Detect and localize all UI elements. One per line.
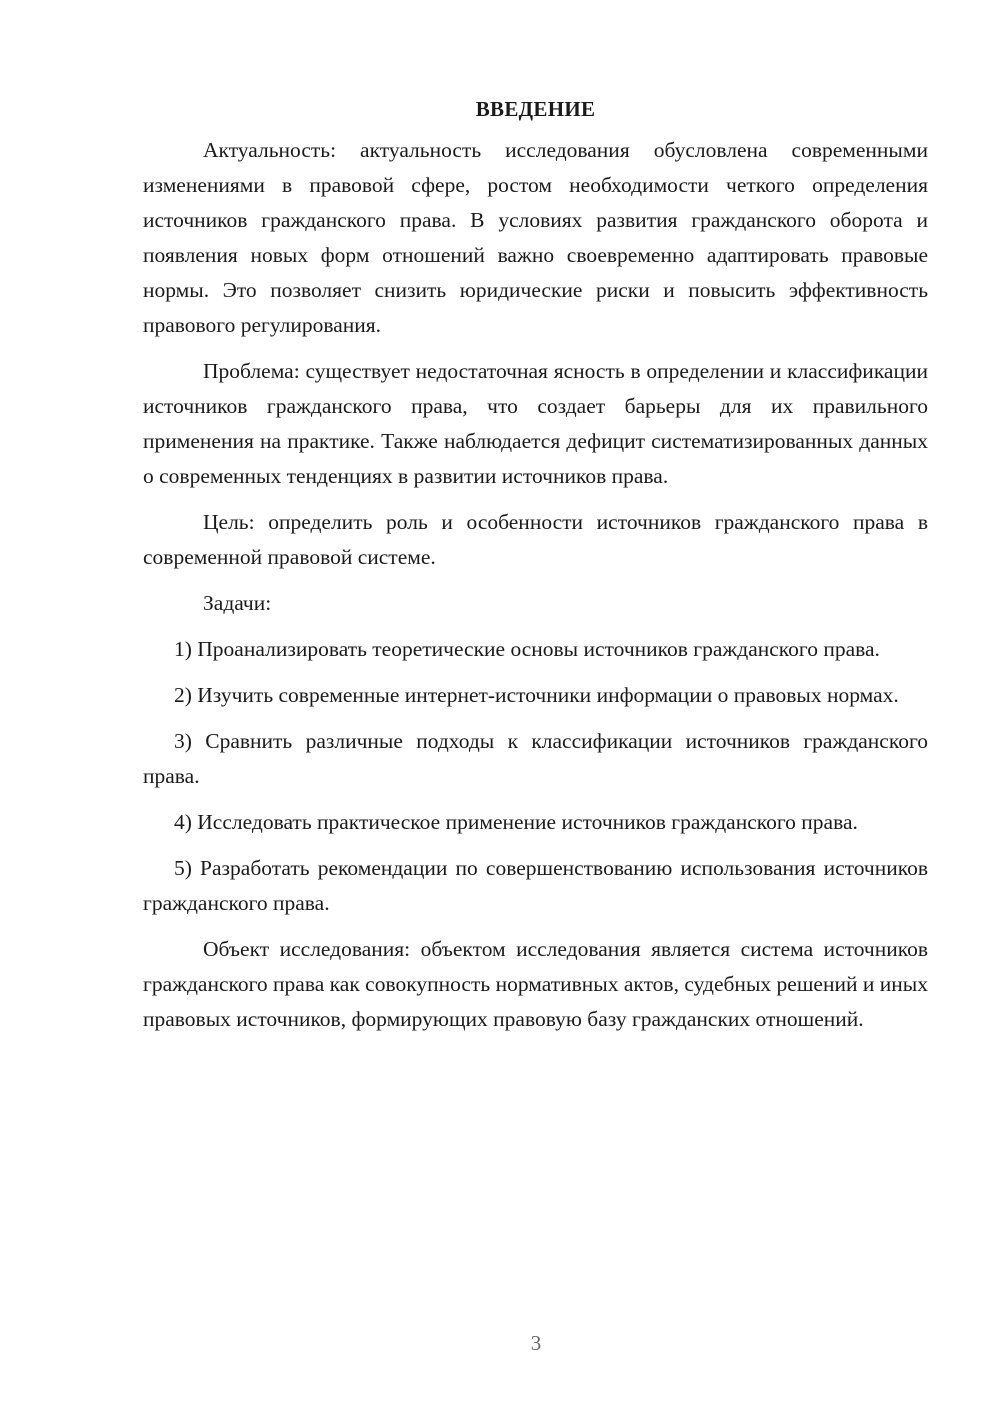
task-item-3: 3) Сравнить различные подходы к классификации источников гражданского права.: [143, 729, 928, 788]
section-heading: ВВЕДЕНИЕ: [475, 97, 596, 121]
tasks-label: Задачи:: [203, 591, 272, 615]
relevance-paragraph: Актуальность: актуальность исследования обусловлена современными изменениями в правовой сфере, ростом необходимости четкого определения источников гражданского права. В условиях развития гражданского оборота и появления новых форм отношений важно своевременно адаптировать правовые нормы. Это позволяет снизить юридические риски и повысить эффективность правового регулирования.: [143, 138, 928, 337]
task-item-5: 5) Разработать рекомендации по совершенствованию использования источников гражданского права.: [143, 856, 928, 915]
document-page: [143, 92, 928, 1048]
task-item-2: 2) Изучить современные интернет-источники информации о правовых нормах.: [174, 683, 899, 707]
task-item-1: 1) Проанализировать теоретические основы источников гражданского права.: [174, 637, 880, 661]
page-number: 3: [530, 1331, 542, 1355]
task-item-4: 4) Исследовать практическое применение источников гражданского права.: [174, 810, 858, 834]
problem-paragraph: Проблема: существует недостаточная ясность в определении и классификации источников гражданского права, что создает барьеры для их правильного применения на практике. Также наблюдается дефицит систематизированных данных о современных тенденциях в развитии источников права.: [143, 359, 928, 488]
goal-paragraph: Цель: определить роль и особенности источников гражданского права в современной правовой системе.: [143, 510, 928, 569]
object-paragraph: Объект исследования: объектом исследования является система источников гражданского права как совокупность нормативных актов, судебных решений и иных правовых источников, формирующих правовую базу гражданских отношений.: [143, 937, 928, 1031]
